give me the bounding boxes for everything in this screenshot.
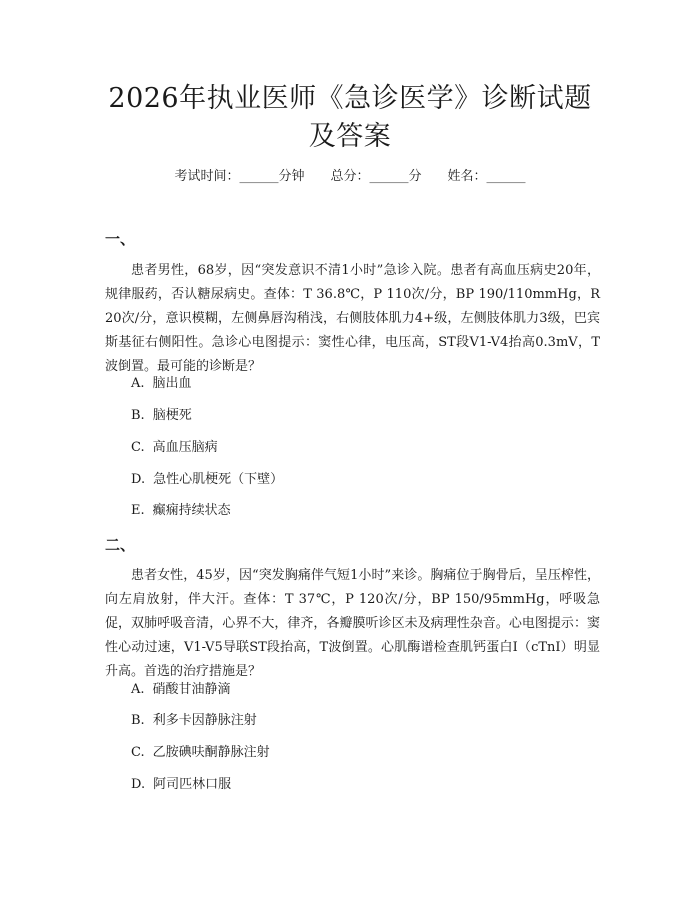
answer-option [131, 439, 218, 457]
answer-option [131, 681, 231, 699]
page-title: 2026年执业医师《急诊医学》诊断试题及答案 [108, 83, 592, 152]
exam-total-score: 总分：______分 [330, 169, 422, 184]
option-text: 脑出血 [152, 376, 192, 391]
option-letter: A. [131, 682, 145, 697]
section-number: 二、 [105, 536, 136, 554]
exam-time: 考试时间：______分钟 [174, 169, 305, 184]
option-text: 乙胺碘呋酮静脉注射 [152, 745, 270, 760]
answer-option [131, 776, 231, 794]
answer-option [131, 375, 192, 393]
option-letter: C. [131, 745, 145, 760]
option-letter: A. [131, 376, 145, 391]
answer-option [131, 471, 283, 489]
option-text: 急性心肌梗死（下壁） [153, 472, 284, 487]
option-text: 硝酸甘油静滴 [152, 682, 231, 697]
option-letter: D. [131, 472, 146, 487]
option-letter: D. [131, 777, 146, 792]
answer-option [131, 407, 192, 425]
option-text: 阿司匹林口服 [153, 777, 232, 792]
answer-option [131, 712, 257, 730]
answer-option [131, 502, 231, 520]
option-text: 利多卡因静脉注射 [152, 713, 257, 728]
exam-info [0, 168, 700, 186]
option-text: 脑梗死 [152, 408, 192, 423]
option-letter: C. [131, 440, 145, 455]
option-letter: B. [131, 713, 145, 728]
section-number: 一、 [105, 230, 136, 248]
exam-name-field: 姓名：______ [447, 169, 526, 184]
option-text: 高血压脑病 [152, 440, 218, 455]
answer-option [131, 744, 270, 762]
option-text: 癫痫持续状态 [152, 503, 231, 518]
question-text: 患者女性，45岁，因“突发胸痛伴气短1小时”来诊。胸痛位于胸骨后，呈压榨性，向左肩放射，伴大汗。查体：T 37℃，P 120次/分，BP 150/95mmHg，呼吸急促，双肺呼吸音清，心界不大，律齐，各瓣膜听诊区未及病理性杂音。心电图提示：窦性心动过速，V1-V5导联ST段抬高，T波倒置。心肌酶谱检查肌钙蛋白I（cTnI）明显升高。首选的治疗措施是？ [105, 568, 600, 679]
option-letter: B. [131, 408, 145, 423]
question-text: 患者男性，68岁，因“突发意识不清1小时”急诊入院。患者有高血压病史20年，规律服药，否认糖尿病史。查体：T 36.8℃，P 110次/分，BP 190/110mmHg，R 20次/分，意识模糊，左侧鼻唇沟稍浅，右侧肢体肌力4+级，左侧肢体肌力3级，巴宾斯基征右侧阳性。急诊心电图提示：窦性心律，电压高，ST段V1-V4抬高0.3mV，T波倒置。最可能的诊断是？ [105, 263, 600, 374]
option-letter: E. [131, 503, 145, 518]
